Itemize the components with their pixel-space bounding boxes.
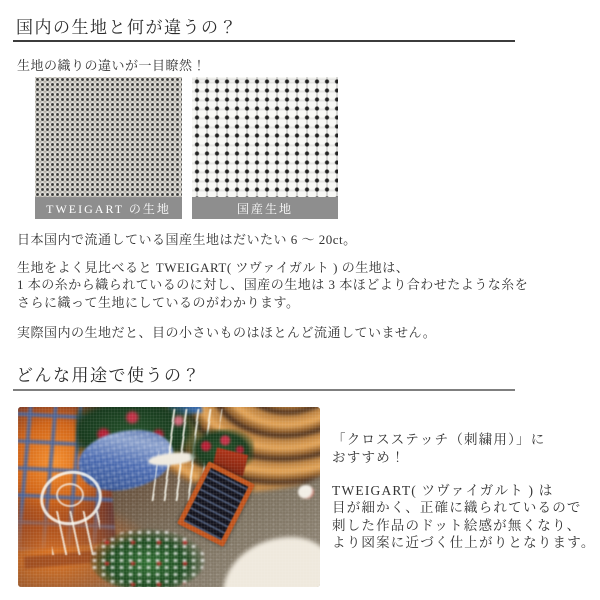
domestic-swatch-label: 国産生地: [192, 197, 338, 219]
swatch-tweigart: [35, 77, 182, 219]
section-usage-heading: どんな用途で使うの？: [16, 366, 201, 385]
tweigart-fabric-image: [35, 77, 182, 197]
note-availability-text: 実際国内の生地だと、目の小さいものはほとんど流通していません。: [17, 325, 437, 340]
detail-line: 目が細かく、正確に織られているので: [332, 500, 582, 516]
section-difference-divider: [13, 40, 515, 42]
paragraph-line: 1 本の糸から織られているのに対し、国産の生地は 3 本ほどより合わせたような糸を: [17, 277, 529, 293]
fabric-comparison: [35, 77, 338, 219]
cross-stitch-grid-layer: [18, 407, 320, 587]
detail-line: TWEIGART( ツヴァイガルト ) は: [332, 483, 554, 498]
tweigart-swatch-label: TWEIGART の生地: [35, 197, 182, 219]
paragraph-line: 生地をよく見比べると TWEIGART( ツヴァイガルト ) の生地は、: [17, 260, 410, 275]
lede-text: 生地の織りの違いが一目瞭然！: [17, 58, 207, 73]
detail-line: より図案に近づく仕上がりとなります。: [332, 534, 596, 550]
swatch-domestic: [192, 77, 338, 219]
cross-stitch-cafe-artwork-image: [18, 407, 320, 587]
detail-line: 刺した作品のドット絵感が無くなり、: [332, 517, 582, 533]
usage-text-column: [332, 431, 596, 551]
paragraph-spacer: [332, 467, 596, 482]
recommend-line: おすすめ！: [332, 450, 406, 465]
domestic-fabric-image: [192, 77, 338, 197]
comparison-paragraph: [17, 259, 528, 311]
note-count-text: 日本国内で流通している国産生地はだいたい 6 ～ 20ct。: [17, 232, 357, 247]
recommend-line: 「クロスステッチ（刺繍用）」に: [332, 432, 546, 447]
section-difference-heading: 国内の生地と何が違うの？: [16, 18, 238, 37]
section-usage-divider: [13, 389, 515, 391]
paragraph-line: さらに織って生地にしているのがわかります。: [17, 294, 300, 310]
